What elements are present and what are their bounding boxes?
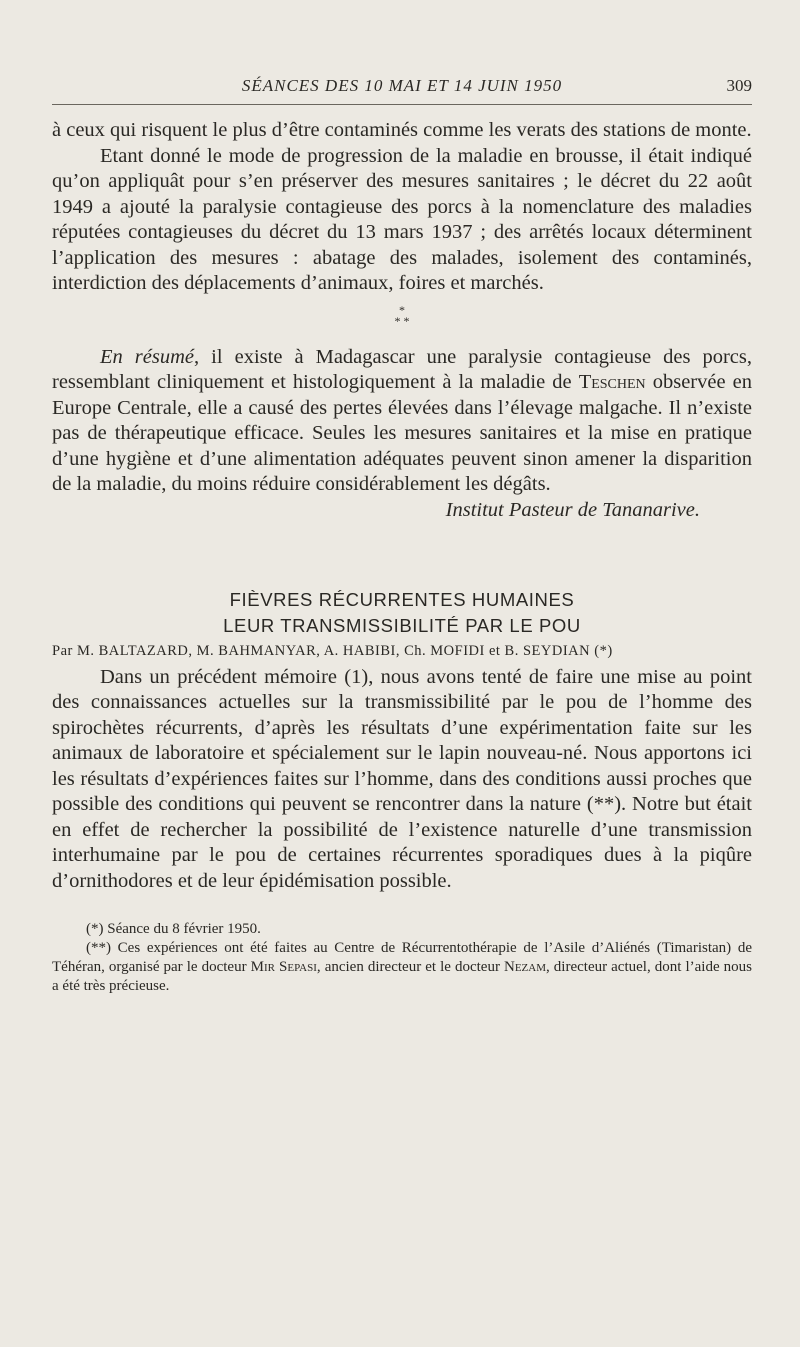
article-title-line2: LEUR TRANSMISSIBILITÉ PAR LE POU: [223, 615, 581, 636]
running-head: [52, 74, 752, 105]
section-separator: [52, 302, 752, 328]
footnote-2-text-a: (**) Ces expériences ont été faites au Centre de Récurrentothérapie de l’Asile d’Aliénés (Timaristan) de Téhéran, organisé par le docteur: [52, 940, 752, 975]
footnote-2-name-sepasi: Mir Sepasi: [250, 959, 317, 975]
summary-name-teschen: Teschen: [578, 371, 646, 393]
footnote-2-text-b: , ancien directeur et le docteur: [316, 959, 504, 975]
sanitary-measures-paragraph: Etant donné le mode de progression de la maladie en brousse, il était indiqué qu’on appliquât pour s’en préserver des mesures sanitaires ; le décret du 22 août 1949 a ajouté la paralysie contagieuse des porcs à la nomenclature des maladies réputées contagieuses du décret du 13 mars 1937 ; des arrêtés locaux déterminent l’application des mesures : abatage des malades, isolement des contaminés, interdiction des déplacements d’animaux, foires et marchés.: [52, 144, 752, 294]
article-body-paragraph: Dans un précédent mémoire (1), nous avons tenté de faire une mise au point des connaissances actuelles sur la transmissibilité par le pou de l’homme des spirochètes récurrents, d’après les résultats d’une expérimentation faite sur les animaux de laboratoire et spécialement sur le lapin nouveau-né. Nous apportons ici les résultats d’expériences faites sur l’homme, dans des conditions aussi proches que possible des conditions qui peuvent se rencontrer dans la nature (**). Notre but était en effet de rechercher la possibilité de l’existence naturelle d’une transmission interhumaine par le pou de certaines récurrentes sporadiques dues à la piqûre d’ornithodores et de leur épidémisation possible.: [52, 665, 752, 892]
article-title: [52, 587, 752, 639]
summary-text-b: observée en Europe Centrale, elle a causé des pertes élevées dans l’élevage malgache. Il n’existe pas de thérapeutique efficace. Seules les mesures sanitaires et la mise en pratique d’une hygiène et d’une alimentation adéquates peuvent sinon amener la disparition de la maladie, du moins réduire considérablement les dégâts.: [52, 371, 752, 495]
footnotes: [52, 920, 752, 996]
article-authors: Par M. BALTAZARD, M. BAHMANYAR, A. HABIBI, Ch. MOFIDI et B. SEYDIAN (*): [52, 643, 613, 659]
institution-signature: Institut Pasteur de Tananarive.: [445, 498, 700, 521]
footnote-2-name-nezam: Nezam: [504, 959, 546, 975]
separator-star-bottom: * *: [394, 313, 410, 328]
footnote-2: [52, 939, 752, 996]
continuation-paragraph: à ceux qui risquent le plus d’être contaminés comme les verats des stations de monte.: [52, 119, 752, 141]
summary-lead: En résumé: [100, 345, 195, 368]
summary-paragraph: [52, 345, 752, 498]
page-body: [52, 118, 752, 996]
running-head-title: SÉANCES DES 10 MAI ET 14 JUIN 1950: [241, 76, 563, 95]
page-number: 309: [726, 76, 752, 95]
article-title-line1: FIÈVRES RÉCURRENTES HUMAINES: [229, 589, 575, 610]
separator-star-top: *: [399, 302, 405, 317]
footnote-1: (*) Séance du 8 février 1950.: [86, 921, 261, 937]
footnote-2-text-c: , directeur actuel, dont l’aide nous a été très précieuse.: [52, 959, 752, 994]
summary-text-a: , il existe à Madagascar une paralysie contagieuse des porcs, ressemblant cliniquement et histologiquement à la maladie de: [52, 345, 752, 393]
